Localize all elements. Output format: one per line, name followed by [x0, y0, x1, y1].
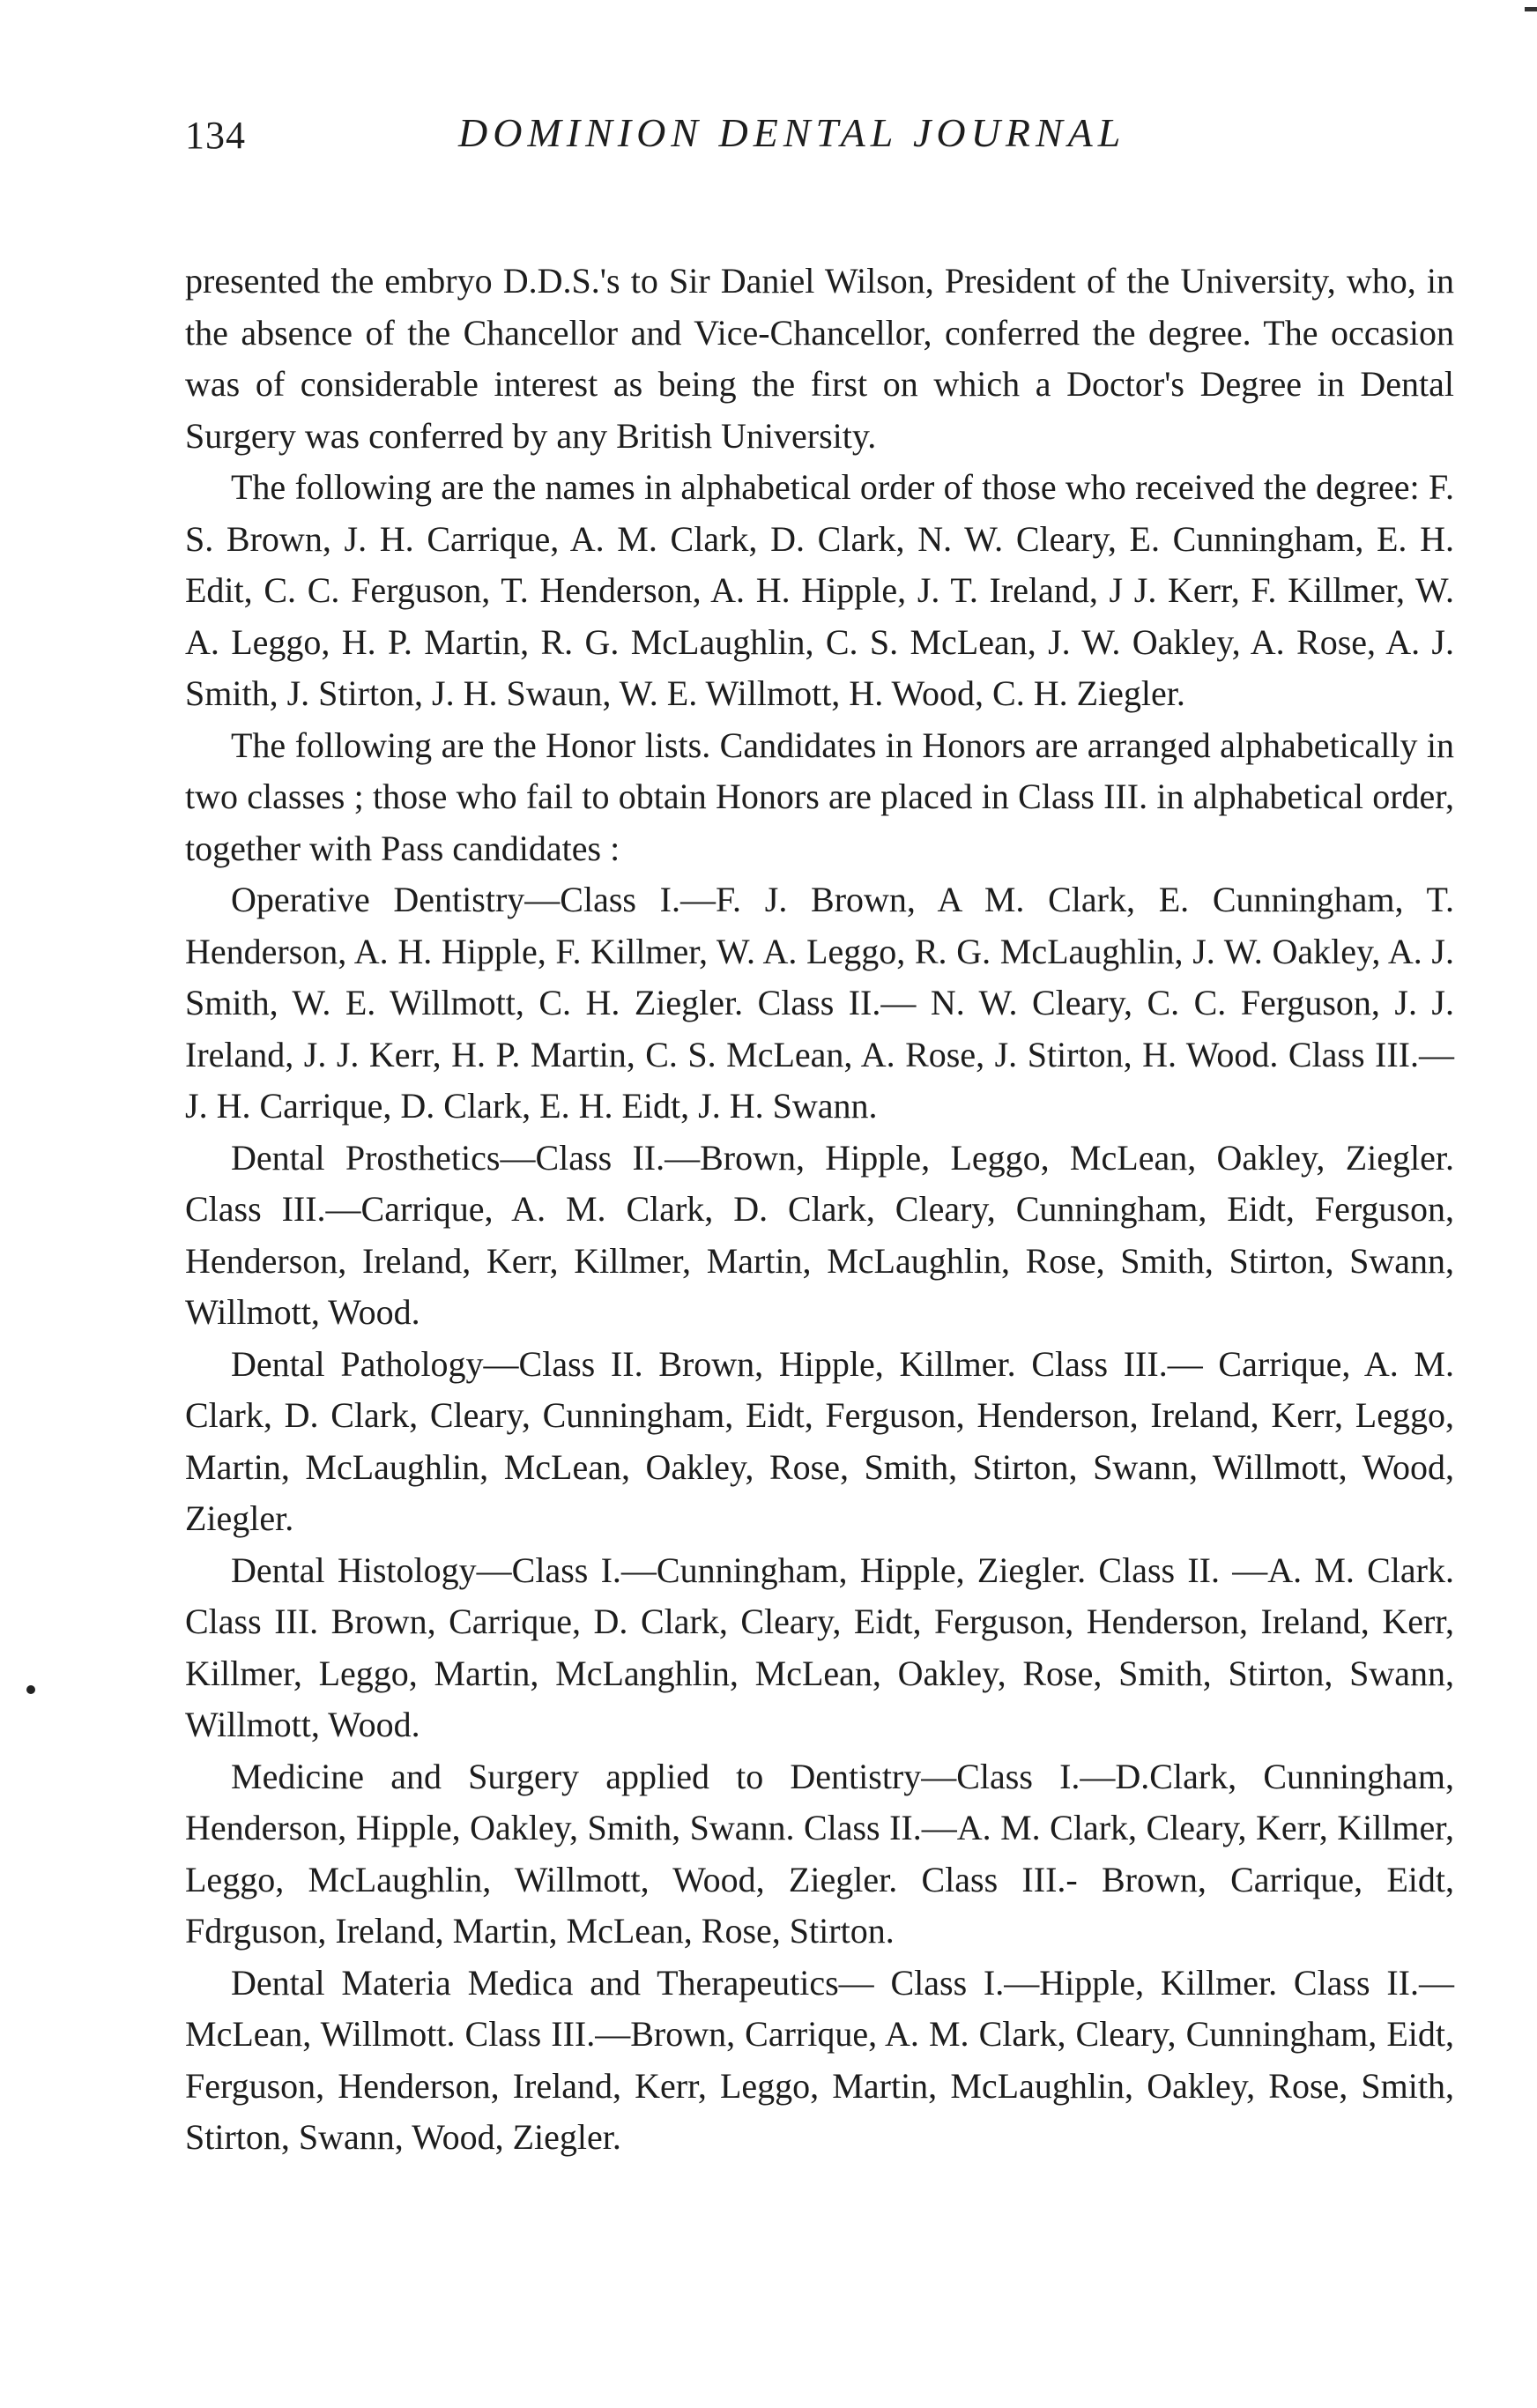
paragraph-medicine-surgery: Medicine and Surgery applied to Dentistry—Class I.—D.Clark, Cunningham, Henderson, Hipple, Oakley, Smith, Swann. Class II.—A. M. Clark, Cleary, Kerr, Killmer, Leggo, McLaughlin, Willmott, Wood, Ziegler. Class III.- Brown, Carrique, Eidt, Fdrguson, Ireland, Martin, McLean, Rose, Stirton.: [185, 1756, 1454, 1951]
margin-dot: [26, 1685, 35, 1694]
paragraph-dental-histology: Dental Histology—Class I.—Cunningham, Hipple, Ziegler. Class II. —A. M. Clark. Class III. Brown, Carrique, D. Clark, Cleary, Eidt, Ferguson, Henderson, Ireland, Kerr, Killmer, Leggo, Martin, McLanghlin, McLean, Oakley, Rose, Smith, Stirton, Swann, Willmott, Wood.: [185, 1550, 1454, 1744]
journal-page: [185, 106, 1454, 2164]
paragraph-dental-prosthetics: Dental Prosthetics—Class II.—Brown, Hipple, Leggo, McLean, Oakley, Ziegler. Class III.—Carrique, A. M. Clark, D. Clark, Cleary, Cunningham, Eidt, Ferguson, Henderson, Ireland, Kerr, Killmer, Martin, McLaughlin, Rose, Smith, Stirton, Swann, Willmott, Wood.: [185, 1137, 1454, 1332]
paragraph-operative-dentistry: Operative Dentistry—Class I.—F. J. Brown, A M. Clark, E. Cunningham, T. Henderson, A. H. Hipple, F. Killmer, W. A. Leggo, R. G. McLaughlin, J. W. Oakley, A. J. Smith, W. E. Willmott, C. H. Ziegler. Class II.— N. W. Cleary, C. C. Ferguson, J. J. Ireland, J. J. Kerr, H. P. Martin, C. S. McLean, A. Rose, J. Stirton, H. Wood. Class III.— J. H. Carrique, D. Clark, E. H. Eidt, J. H. Swann.: [185, 880, 1454, 1126]
article-body: [185, 256, 1454, 2164]
paragraph-dental-pathology: Dental Pathology—Class II. Brown, Hipple, Killmer. Class III.— Carrique, A. M. Clark, D. Clark, Cleary, Cunningham, Eidt, Ferguson, Henderson, Ireland, Kerr, Leggo, Martin, McLaughlin, McLean, Oakley, Rose, Smith, Stirton, Swann, Willmott, Wood, Ziegler.: [185, 1343, 1454, 1538]
page-header: [185, 106, 1454, 176]
running-title: DOMINION DENTAL JOURNAL: [458, 110, 1126, 155]
paragraph-materia-medica: Dental Materia Medica and Therapeutics— Class I.—Hipple, Killmer. Class II.— McLean, Willmott. Class III.—Brown, Carrique, A. M. Clark, Cleary, Cunningham, Eidt, Ferguson, Henderson, Ireland, Kerr, Leggo, Martin, McLaughlin, Oakley, Rose, Smith, Stirton, Swann, Wood, Ziegler.: [185, 1962, 1454, 2157]
paragraph-honor-lists-intro: The following are the Honor lists. Candidates in Honors are arranged alphabetically in two classes ; those who fail to obtain Honors are placed in Class III. in alphabetical order, together with Pass candidates :: [185, 725, 1454, 868]
paragraph-degree-recipients: The following are the names in alphabetical order of those who received the degree: F. S. Brown, J. H. Carrique, A. M. Clark, D. Clark, N. W. Cleary, E. Cunningham, E. H. Edit, C. C. Ferguson, T. Henderson, A. H. Hipple, J. T. Ireland, J J. Kerr, F. Killmer, W. A. Leggo, H. P. Martin, R. G. McLaughlin, C. S. McLean, J. W. Oakley, A. Rose, A. J. Smith, J. Stirton, J. H. Swaun, W. E. Willmott, H. Wood, C. H. Ziegler.: [185, 467, 1454, 713]
paragraph-degree-presentation: presented the embryo D.D.S.'s to Sir Daniel Wilson, President of the University, who, in the absence of the Chancellor and Vice-Chancellor, conferred the degree. The occasion was of considerable interest as being the first on which a Doctor's Degree in Dental Surgery was conferred by any British University.: [185, 261, 1454, 456]
page-number: 134: [185, 114, 246, 157]
scan-mark: [1525, 7, 1537, 11]
